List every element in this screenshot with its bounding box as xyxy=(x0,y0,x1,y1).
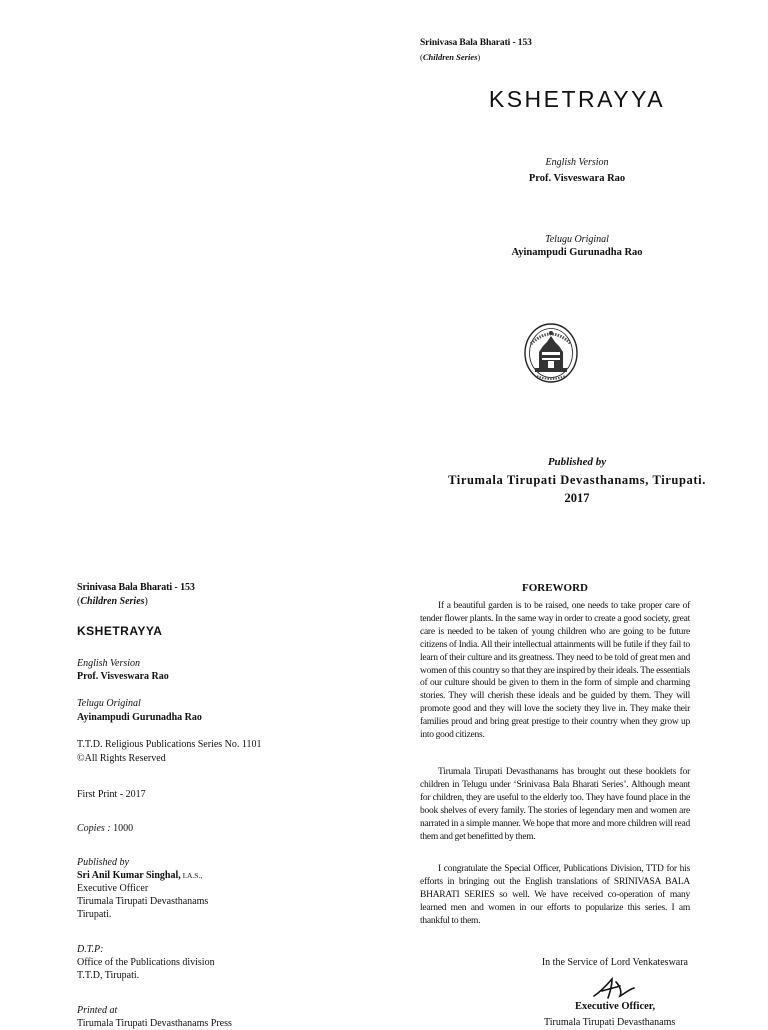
imprint-page xyxy=(77,580,337,1029)
published-by-label: Published by xyxy=(547,456,607,468)
imprint-publisher-role: Executive Officer xyxy=(77,883,149,894)
imprint-printed-at-value: Tirumala Tirupati Devasthanams Press xyxy=(77,1018,232,1029)
imprint-english-version-author: Prof. Visveswara Rao xyxy=(77,671,169,682)
imprint-dtp-line2: T.T.D, Tirupati. xyxy=(77,970,140,981)
series-name: Srinivasa Bala Bharati - 153 xyxy=(420,38,532,48)
foreword-closing: In the Service of Lord Venkateswara xyxy=(541,957,688,968)
signatory-title: Executive Officer, xyxy=(575,1001,656,1012)
imprint-copies: Copies : 1000 xyxy=(77,823,134,834)
telugu-original-label: Telugu Original xyxy=(545,234,609,245)
foreword-heading: FOREWORD xyxy=(522,582,588,594)
imprint-publisher-name: Sri Anil Kumar Singhal, I.A.S., xyxy=(77,870,203,881)
imprint-telugu-original-author: Ayinampudi Gurunadha Rao xyxy=(77,712,202,723)
imprint-dtp-line1: Office of the Publications division xyxy=(77,957,215,968)
book-title: KSHETRAYYA xyxy=(488,86,666,112)
imprint-series-number: T.T.D. Religious Publications Series No. 1101 xyxy=(77,739,262,750)
signatory-org: Tirumala Tirupati Devasthanams xyxy=(544,1017,676,1028)
telugu-original-author: Ayinampudi Gurunadha Rao xyxy=(511,247,643,258)
imprint-publisher-org: Tirumala Tirupati Devasthanams xyxy=(77,896,209,907)
foreword-paragraph-2: Tirumala Tirupati Devasthanams has brought out these booklets for children in Telugu under ‘Srinivasa Bala Bharati Series’. Although meant for children, they are useful to the elderly too. They have found place in the book shelves of every family. The stories of legendary men and women are narrated in a simple manner. We hope that more and more children will read them and get benefitted by them. xyxy=(420,767,690,842)
series-subtitle: (Children Series) xyxy=(420,52,481,62)
imprint-rights: ©All Rights Reserved xyxy=(77,753,166,764)
imprint-telugu-original-label: Telugu Original xyxy=(77,698,141,709)
foreword-paragraph-1: If a beautiful garden is to be raised, one needs to take proper care of tender flower plants. In the same way in order to create a good society, great care is needed to be taken of young children who are going to be future citizens of India. All their intellectual attainments will be futile if they fail to learn of their culture and its greatness. They need to be told of great men and women of this country so that they are inspired by their ideals. The essentials of our culture should be given to them in the form of simple and charming stories. They will cherish these ideals and be guided by them. They will promote good and they will love the society they live in. They make their families proud and bring great prestige to their country when they grow up into good citizens. xyxy=(420,601,690,741)
imprint-published-by-label: Published by xyxy=(77,857,129,868)
title-page xyxy=(412,30,742,550)
imprint-english-version-label: English Version xyxy=(77,658,141,669)
imprint-first-print: First Print - 2017 xyxy=(77,789,146,800)
imprint-dtp-label: D.T.P: xyxy=(77,944,104,955)
foreword-paragraph-3: I congratulate the Special Officer, Publications Division, TTD for his efforts in bringing out the English translations of SRINIVASA BALA BHARATI SERIES so well. We have received co-operation of many learned men and women in our efforts to popularize this series. I am thankful to them. xyxy=(420,864,690,926)
foreword-page xyxy=(420,580,690,1028)
publisher-name: Tirumala Tirupati Devasthanams, Tirupati. xyxy=(448,473,706,487)
imprint-printed-at-label: Printed at xyxy=(77,1005,118,1016)
imprint-series-subtitle: (Children Series) xyxy=(77,596,148,607)
english-version-author: Prof. Visveswara Rao xyxy=(528,173,626,184)
imprint-publisher-city: Tirupati. xyxy=(77,909,112,920)
imprint-series-name: Srinivasa Bala Bharati - 153 xyxy=(77,582,195,593)
publication-year: 2017 xyxy=(564,491,590,505)
ttd-seal-icon xyxy=(523,322,579,388)
signature-icon xyxy=(590,976,636,1000)
english-version-label: English Version xyxy=(545,157,609,168)
imprint-book-title: KSHETRAYYA xyxy=(77,624,163,638)
